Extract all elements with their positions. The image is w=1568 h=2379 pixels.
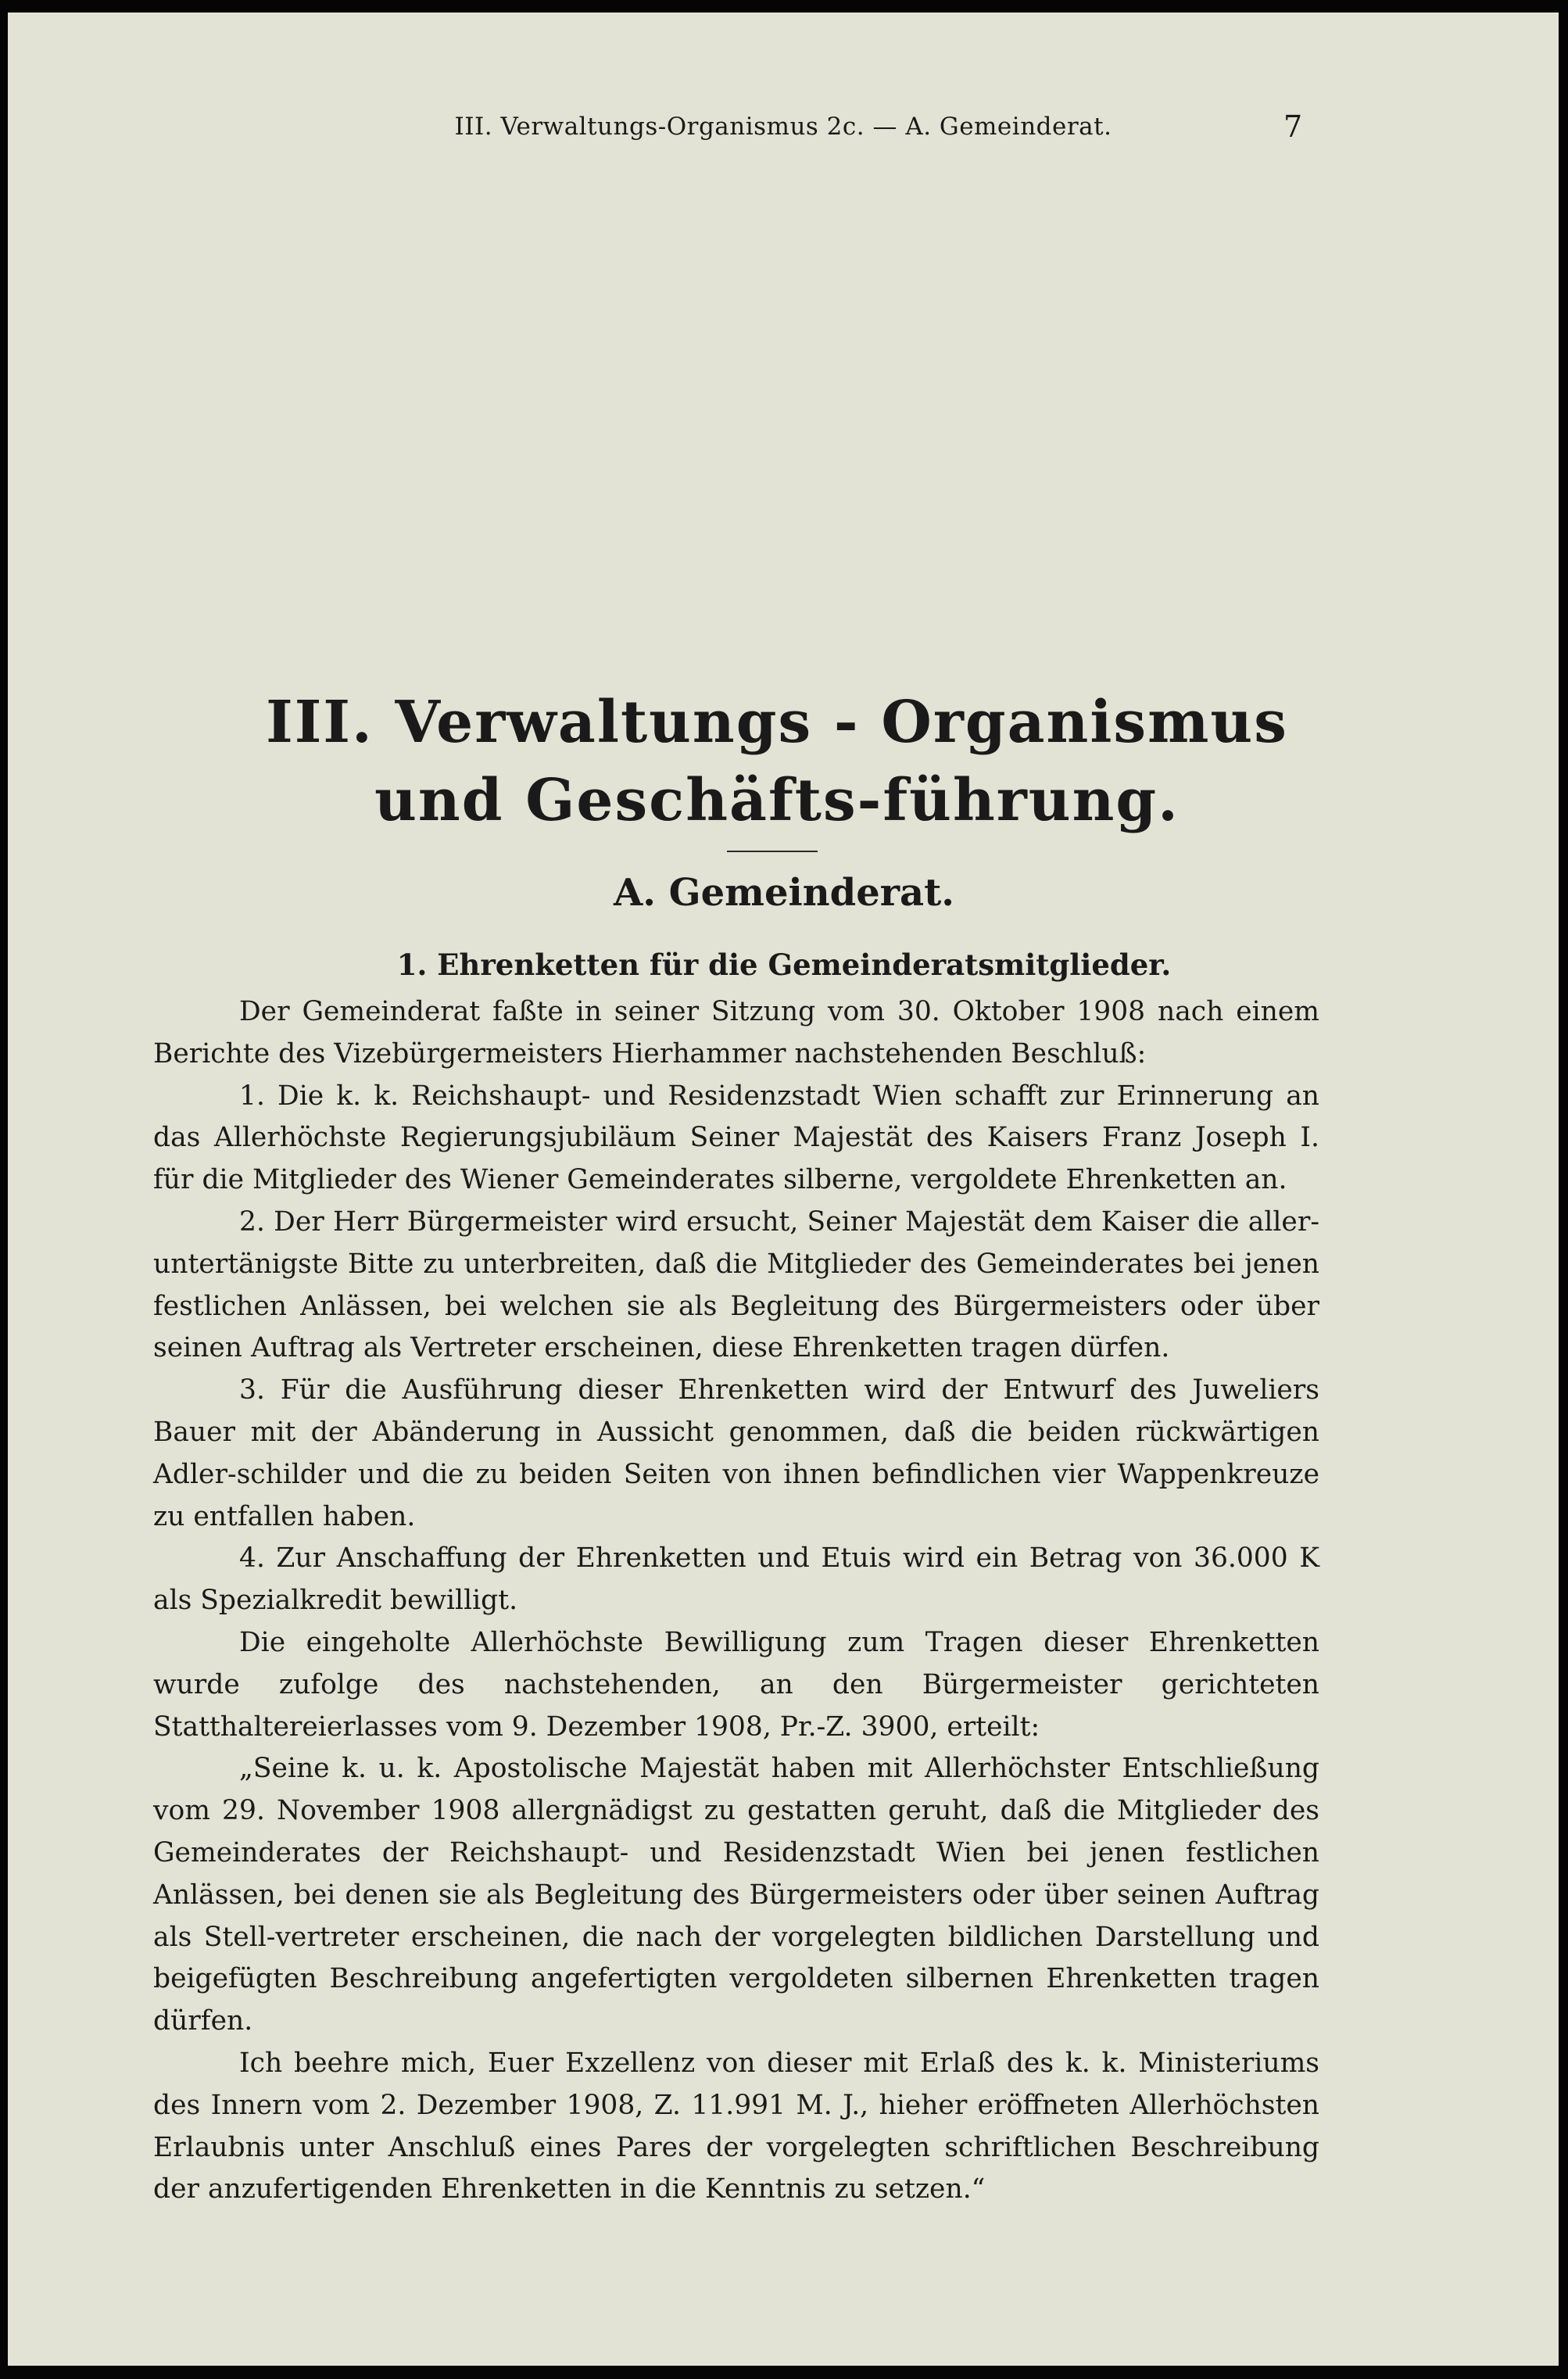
paragraph: 4. Zur Anschaffung der Ehrenketten und Etuis wird ein Betrag von 36.000 K als Spezialkredit bewilligt. bbox=[153, 1542, 1319, 1617]
paragraph: Die eingeholte Allerhöchste Bewilligung zum Tragen dieser Ehrenketten wurde zufolge des nachstehenden, an den Bürgermeister gerichteten Statthaltereierlasses vom 9. Dezember 1908, Pr.-Z. 3900, erteilt: bbox=[153, 1626, 1319, 1743]
body-text bbox=[153, 991, 1319, 2211]
running-header: III. Verwaltungs-Organismus 2c. — A. Gemeinderat. bbox=[454, 113, 1112, 141]
paragraph: 2. Der Herr Bürgermeister wird ersucht, Seiner Majestät dem Kaiser die aller-untertänigste Bitte zu unterbreiten, daß die Mitglieder des Gemeinderates bei jenen festlichen Anlässen, bei welchen sie als Begleitung des Bürgermeisters oder über seinen Auftrag als Vertreter erscheinen, diese Ehrenketten tragen dürfen. bbox=[153, 1206, 1319, 1364]
paragraph: 1. Die k. k. Reichshaupt- und Residenzstadt Wien schafft zur Erinnerung an das Allerhöchste Regierungsjubiläum Seiner Majestät des Kaisers Franz Joseph I. für die Mitglieder des Wiener Gemeinderates silberne, vergoldete Ehrenketten an. bbox=[153, 1080, 1319, 1196]
chapter-title: III. Verwaltungs - Organismus und Geschäfts-führung. bbox=[266, 689, 1288, 834]
item-heading: 1. Ehrenketten für die Gemeinderatsmitglieder. bbox=[396, 948, 1172, 982]
section-title: A. Gemeinderat. bbox=[613, 871, 955, 915]
paragraph: 3. Für die Ausführung dieser Ehrenketten wird der Entwurf des Juweliers Bauer mit der Abänderung in Aussicht genommen, daß die beiden rückwärtigen Adler-schilder und die zu beiden Seiten von ihnen befindlichen vier Wappenkreuze zu entfallen haben. bbox=[153, 1374, 1319, 1532]
document-page bbox=[8, 13, 1559, 2366]
paragraph: „Seine k. u. k. Apostolische Majestät haben mit Allerhöchster Entschließung vom 29. November 1908 allergnädigst zu gestatten geruht, daß die Mitglieder des Gemeinderates der Reichshaupt- und Residenzstadt Wien bei jenen festlichen Anlässen, bei denen sie als Begleitung des Bürgermeisters oder über seinen Auftrag als Stell-vertreter erscheinen, die nach der vorgelegten bildlichen Darstellung und beigefügten Beschreibung angefertigten vergoldeten silbernen Ehrenketten tragen dürfen. bbox=[153, 1753, 1319, 2037]
paragraph: Der Gemeinderat faßte in seiner Sitzung vom 30. Oktober 1908 nach einem Berichte des Vizebürgermeisters Hierhammer nachstehenden Beschluß: bbox=[153, 996, 1319, 1069]
title-divider bbox=[727, 851, 818, 852]
page-number: 7 bbox=[1283, 109, 1303, 144]
paragraph: Ich beehre mich, Euer Exzellenz von dieser mit Erlaß des k. k. Ministeriums des Innern vom 2. Dezember 1908, Z. 11.991 M. J., hieher eröffneten Allerhöchsten Erlaubnis unter Anschluß eines Pares der vorgelegten schriftlichen Beschreibung der anzufertigenden Ehrenketten in die Kenntnis zu setzen.“ bbox=[153, 2047, 1319, 2205]
